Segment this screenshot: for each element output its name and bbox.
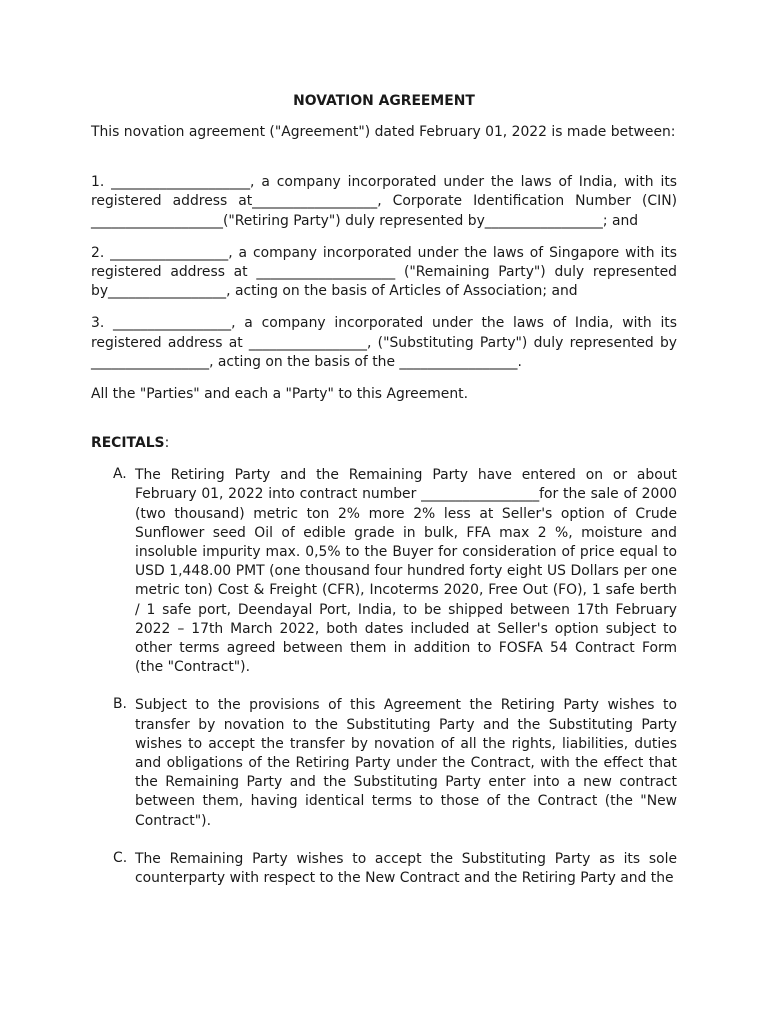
recital-c — [91, 850, 677, 888]
recital-text: The Remaining Party wishes to accept the Substituting Party as its sole counterparty with respect to the New Contract and the Retiring Party and the — [135, 850, 677, 887]
document-page — [91, 92, 677, 907]
recital-letter: A. — [113, 466, 127, 483]
recital-text: The Retiring Party and the Remaining Party have entered on or about February 01, 2022 into contract number _________________for the sale of 2000 (two thousand) metric ton 2% more 2% less at Seller's option of Crude Sunflower seed Oil of edible grade in bulk, FFA max 2 %, moisture and insoluble impurity max. 0,5% to the Buyer for consideration of price equal to USD 1,448.00 PMT (one thousand four hundred forty eight US Dollars per one metric ton) Cost & Freight (CFR), Incoterms 2020, Free Out (FO), 1 safe berth / 1 safe port, Deendayal Port, India, to be shipped between 17th February 2022 – 17th March 2022, both dates included at Seller's option subject to other terms agreed between them in addition to FOSFA 54 Contract Form (the "Contract"). — [135, 467, 677, 676]
party-2-paragraph: 2. _________________, a company incorporated under the laws of Singapore with its registered address at ____________________ ("Remaining Party") duly represented by_________________, acting on the basis of Articles of Association; and — [91, 244, 677, 300]
recital-a — [91, 466, 677, 677]
recital-text: Subject to the provisions of this Agreement the Retiring Party wishes to transfer by novation to the Substituting Party and the Substituting Party wishes to accept the transfer by novation of all the rights, liabilities, duties and obligations of the Retiring Party under the Contract, with the effect that the Remaining Party and the Substituting Party enter into a new contract between them, having identical terms to those of the Contract (the "New Contract"). — [135, 697, 677, 829]
recitals-heading — [91, 434, 677, 453]
recitals-heading-colon: : — [164, 435, 170, 452]
recitals-heading-label: RECITALS — [91, 435, 165, 452]
recital-letter: C. — [113, 849, 128, 866]
intro-paragraph: This novation agreement ("Agreement") dated February 01, 2022 is made between: — [91, 124, 676, 140]
parties-definition: All the "Parties" and each a "Party" to this Agreement. — [91, 386, 469, 403]
recital-b — [91, 696, 677, 830]
party-3-paragraph: 3. _________________, a company incorporated under the laws of India, with its registered address at _________________, ("Substituting Party") duly represented by _________________, acting on the basis of the _________________. — [91, 315, 677, 370]
document-title: NOVATION AGREEMENT — [293, 93, 475, 109]
recital-letter: B. — [113, 696, 127, 713]
party-1-paragraph: 1. ____________________, a company incorporated under the laws of India, with its registered address at__________________, Corporate Identification Number (CIN) ___________________("Retiring Party") duly represented by_________________; and — [91, 174, 677, 229]
